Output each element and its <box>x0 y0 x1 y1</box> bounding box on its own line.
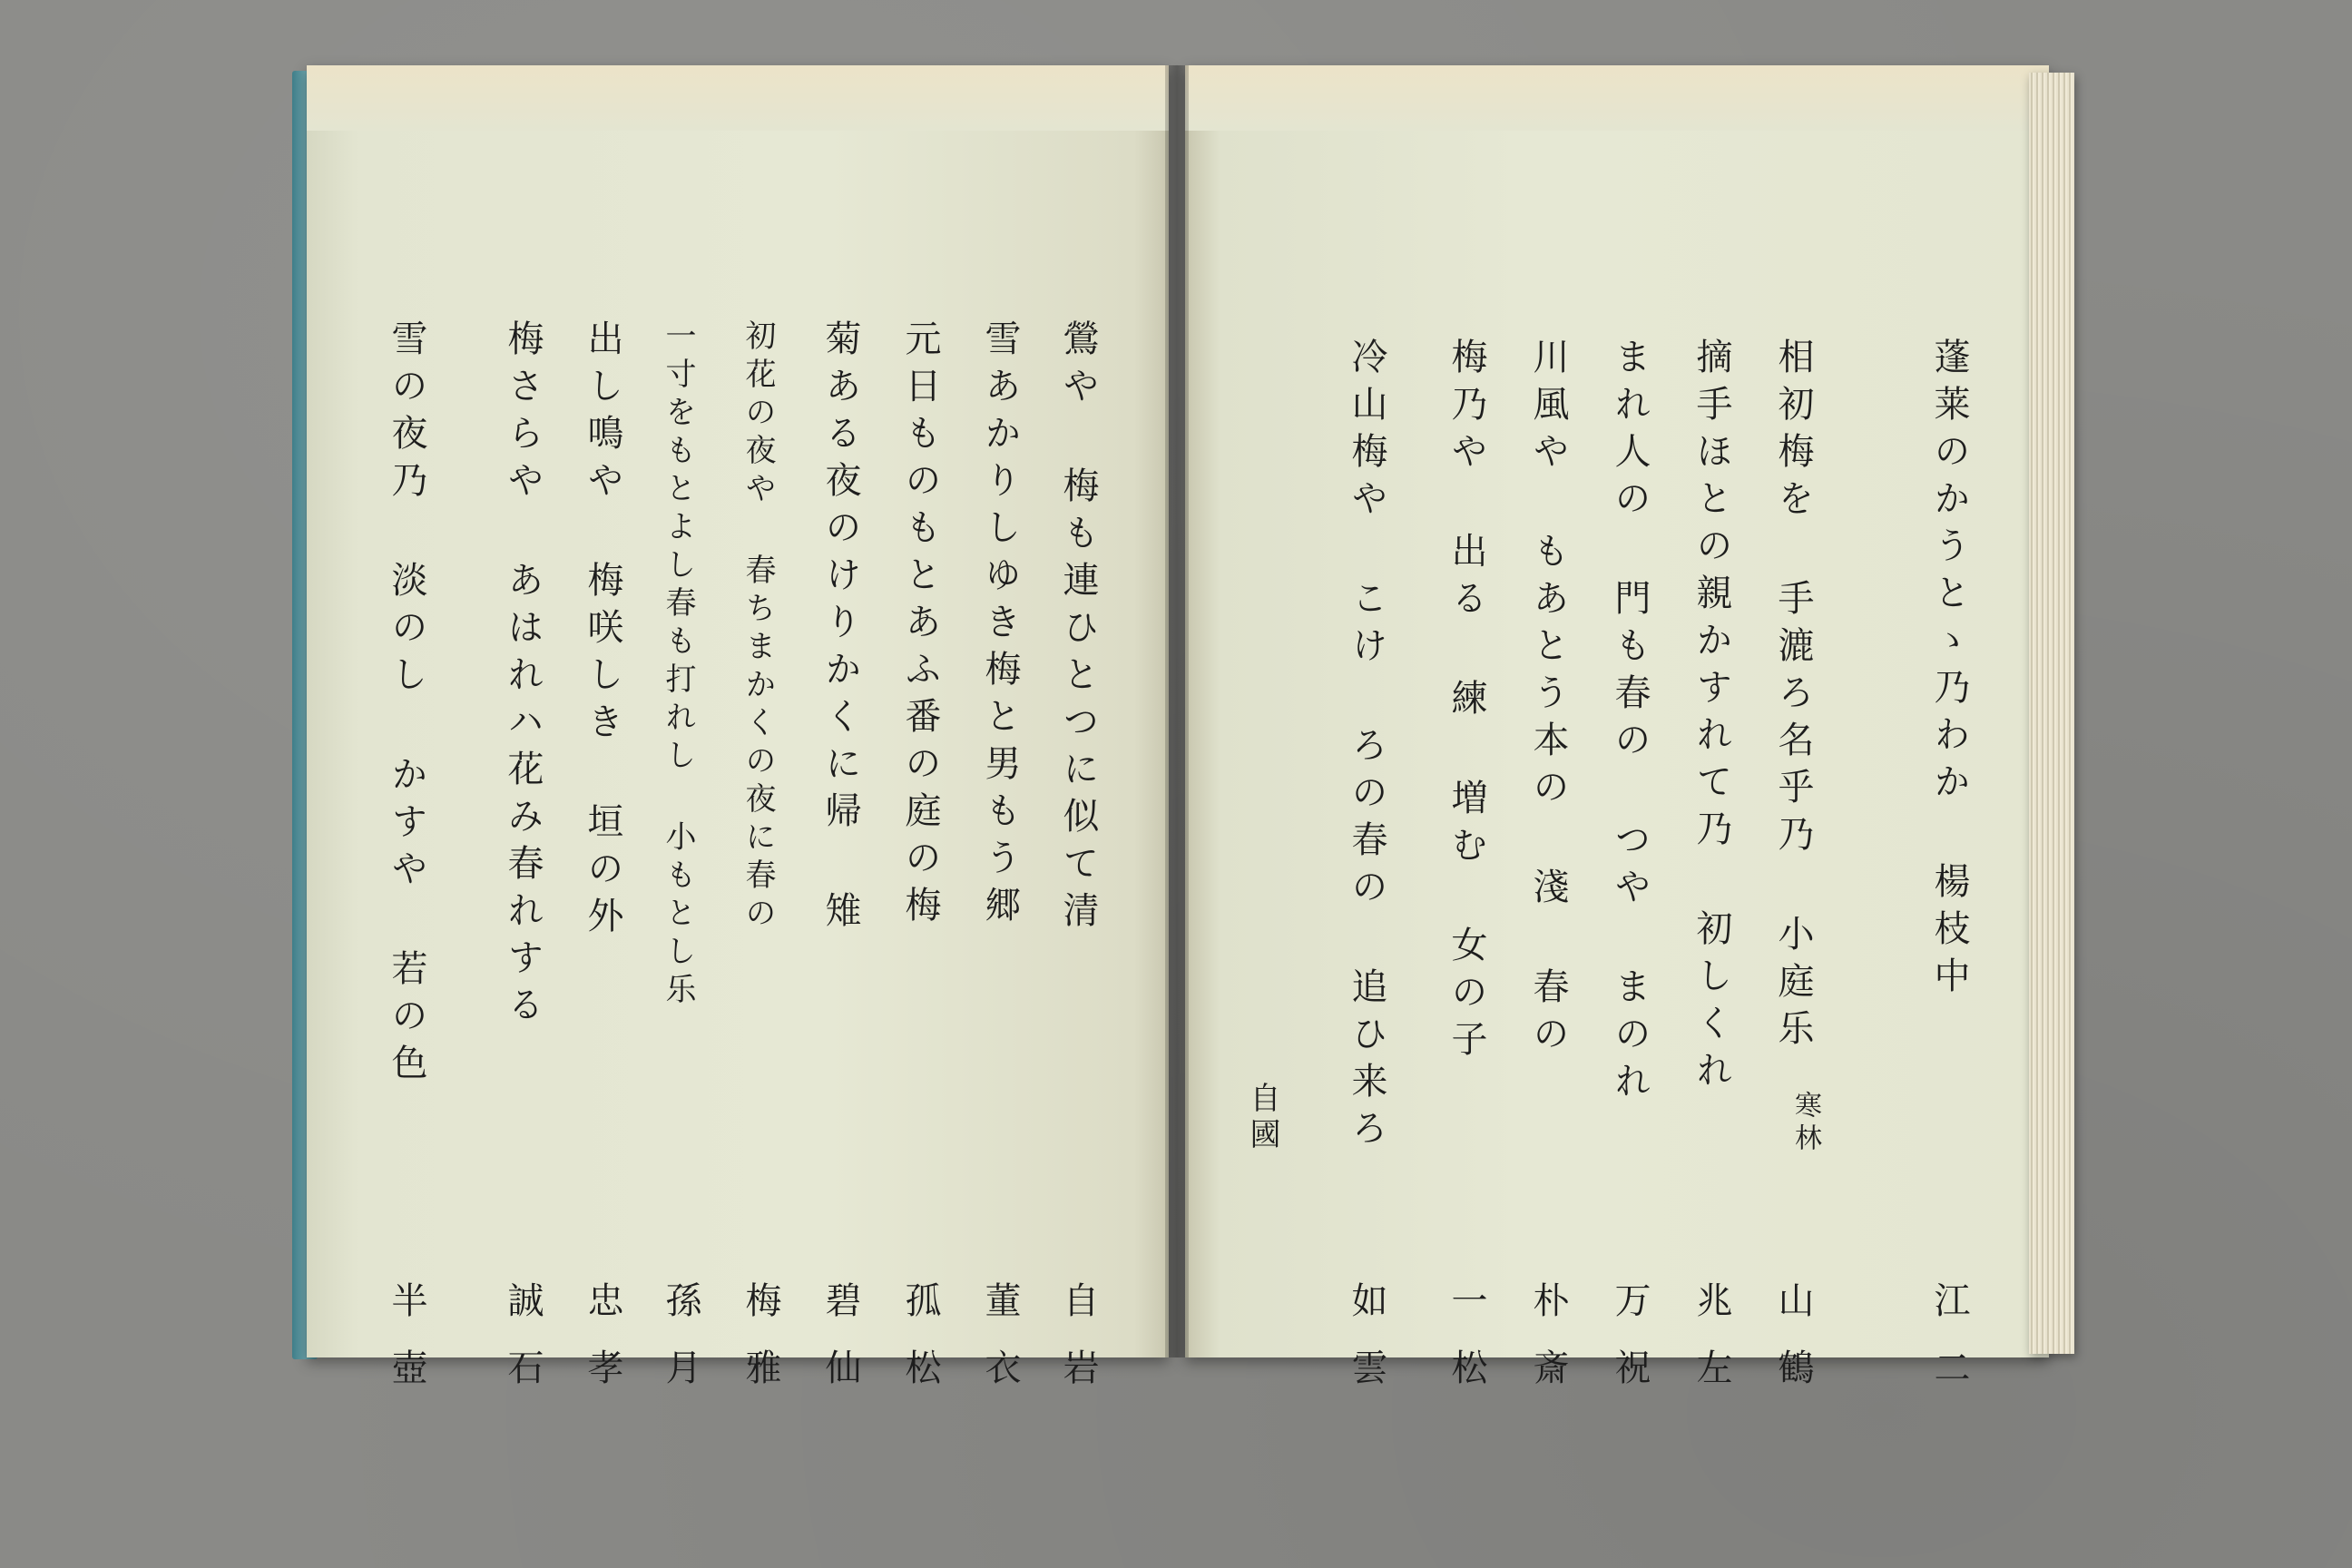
right-page-top-margin <box>1185 65 2049 131</box>
verse-column: 初花の夜や 春ちまかくの夜に春の <box>740 319 776 935</box>
verse-column: 川風や もあとう本の 淺 春の <box>1527 338 1569 1062</box>
author-name: 碧仙 <box>819 1281 861 1416</box>
author-name: 一松 <box>1446 1281 1487 1416</box>
verse-column: 出し鳴や 梅咲しき 垣の外 <box>582 319 623 944</box>
author-name: 誠石 <box>502 1281 544 1416</box>
verse-column: 相初梅を 手漉ろ名乎乃 小庭乐 <box>1772 338 1814 1056</box>
author-name: 半壺 <box>386 1281 427 1416</box>
author-name: 自岩 <box>1057 1281 1099 1416</box>
book-fore-edge <box>2029 73 2074 1354</box>
author-name: 兆左 <box>1690 1281 1732 1416</box>
author-name: 如雲 <box>1346 1281 1387 1416</box>
left-page <box>307 65 1169 1416</box>
right-page <box>1185 65 2049 1416</box>
verse-column: 雪あかりしゆき梅と男もう郷 <box>979 319 1021 933</box>
verse-column: 蓬莱のかうとゝ乃わか 楊枝中 <box>1928 338 1970 1004</box>
verse-column: まれ人の 門も春の つや まのれ <box>1609 338 1651 1109</box>
author-name: 忠孝 <box>582 1281 623 1416</box>
author-name: 朴斎 <box>1527 1281 1569 1416</box>
verse-column: 梅さらや あはれハ花み春れする <box>502 319 544 1033</box>
verse-column: 雪の夜乃 淡のし かすや 若の色 <box>386 319 427 1091</box>
author-name: 江二 <box>1928 1281 1970 1416</box>
verse-column: 菊ある夜のけりかくに帰 雉 <box>819 319 861 938</box>
verse-column: 元日ものもとあふ番の庭の梅 <box>899 319 941 933</box>
verse-column: 摘手ほとの親かすれて乃 初しくれ <box>1690 338 1732 1098</box>
seal-text: 自國 <box>1244 1082 1280 1154</box>
author-note: 寒林 <box>1789 1091 1821 1156</box>
author-name: 山鶴 <box>1772 1281 1814 1416</box>
verse-column: 一寸をもとよし春も打れし 小もとし乐 <box>660 319 696 1011</box>
verse-column: 梅乃や 出る 練 増む 女の子 <box>1446 338 1487 1067</box>
verse-column: 冷山梅や こけ ろの春の 追ひ来ろ <box>1346 338 1387 1156</box>
author-name: 梅雅 <box>740 1281 781 1416</box>
author-name: 孫月 <box>660 1281 701 1416</box>
author-name: 董衣 <box>979 1281 1021 1416</box>
verse-column: 鶯や 梅も連ひとつに似て清 <box>1057 319 1099 938</box>
book-gutter <box>1165 65 1189 1357</box>
left-page-top-margin <box>307 65 1169 131</box>
author-name: 孤松 <box>899 1281 941 1416</box>
author-name: 万祝 <box>1609 1281 1651 1416</box>
